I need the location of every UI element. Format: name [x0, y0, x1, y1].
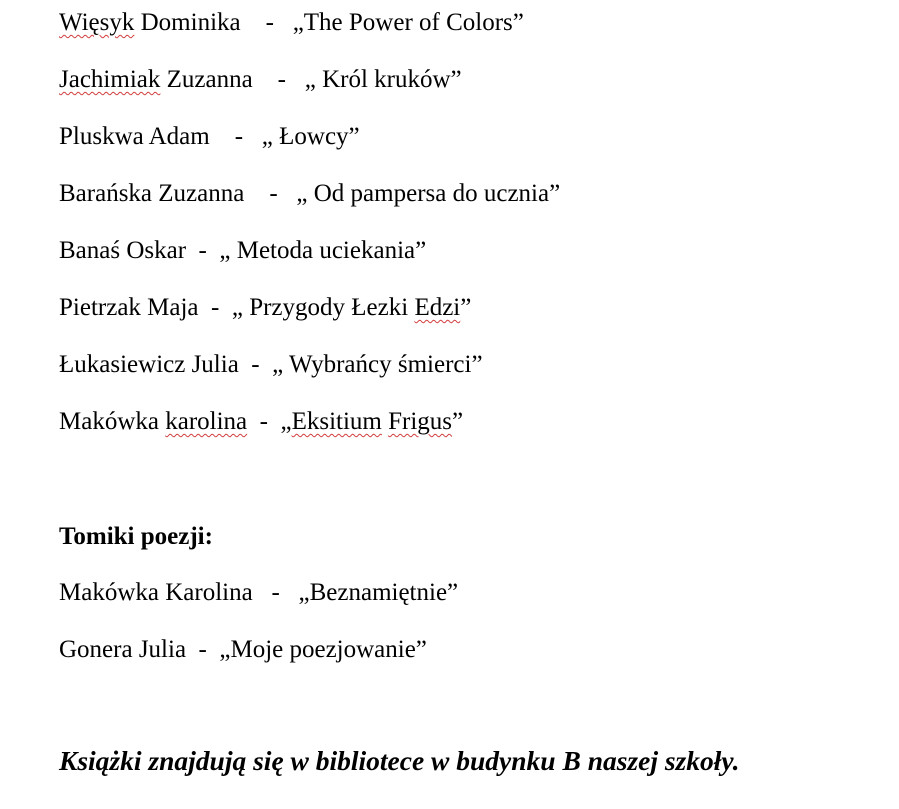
entry-text: Makówka	[59, 408, 166, 435]
book-entry: Barańska Zuzanna - „ Od pampersa do ucznia”	[59, 180, 561, 207]
book-entry	[59, 407, 463, 437]
entry-text: Dominika - „The Power of Colors”	[134, 9, 524, 36]
misspelled-word: Więsyk	[59, 9, 135, 36]
poetry-entry: Gonera Julia - „Moje poezjowanie”	[59, 636, 427, 663]
entry-text: ”	[452, 408, 464, 435]
entry-text: Zuzanna - „ Król kruków”	[160, 66, 462, 93]
book-entry: Pluskwa Adam - „ Łowcy”	[59, 123, 360, 150]
misspelled-word: Edzi	[414, 294, 461, 321]
misspelled-word: Eksitium	[291, 408, 382, 435]
entry-text: - „	[247, 408, 292, 435]
poetry-heading: Tomiki poezji:	[59, 523, 213, 550]
misspelled-word: Frigus	[388, 408, 453, 435]
book-entry	[59, 65, 462, 95]
misspelled-word: Jachimiak	[59, 66, 161, 93]
book-entry: Banaś Oskar - „ Metoda uciekania”	[59, 237, 427, 264]
book-entry: Łukasiewicz Julia - „ Wybrańcy śmierci”	[59, 351, 483, 378]
misspelled-word: karolina	[165, 408, 248, 435]
book-entry	[59, 293, 471, 323]
book-entry	[59, 8, 524, 38]
entry-text: Pietrzak Maja - „ Przygody Łezki	[59, 294, 415, 321]
poetry-entry: Makówka Karolina - „Beznamiętnie”	[59, 579, 459, 606]
entry-text: ”	[460, 294, 472, 321]
library-note: Książki znajdują się w bibliotece w budynku B naszej szkoły.	[59, 745, 740, 776]
